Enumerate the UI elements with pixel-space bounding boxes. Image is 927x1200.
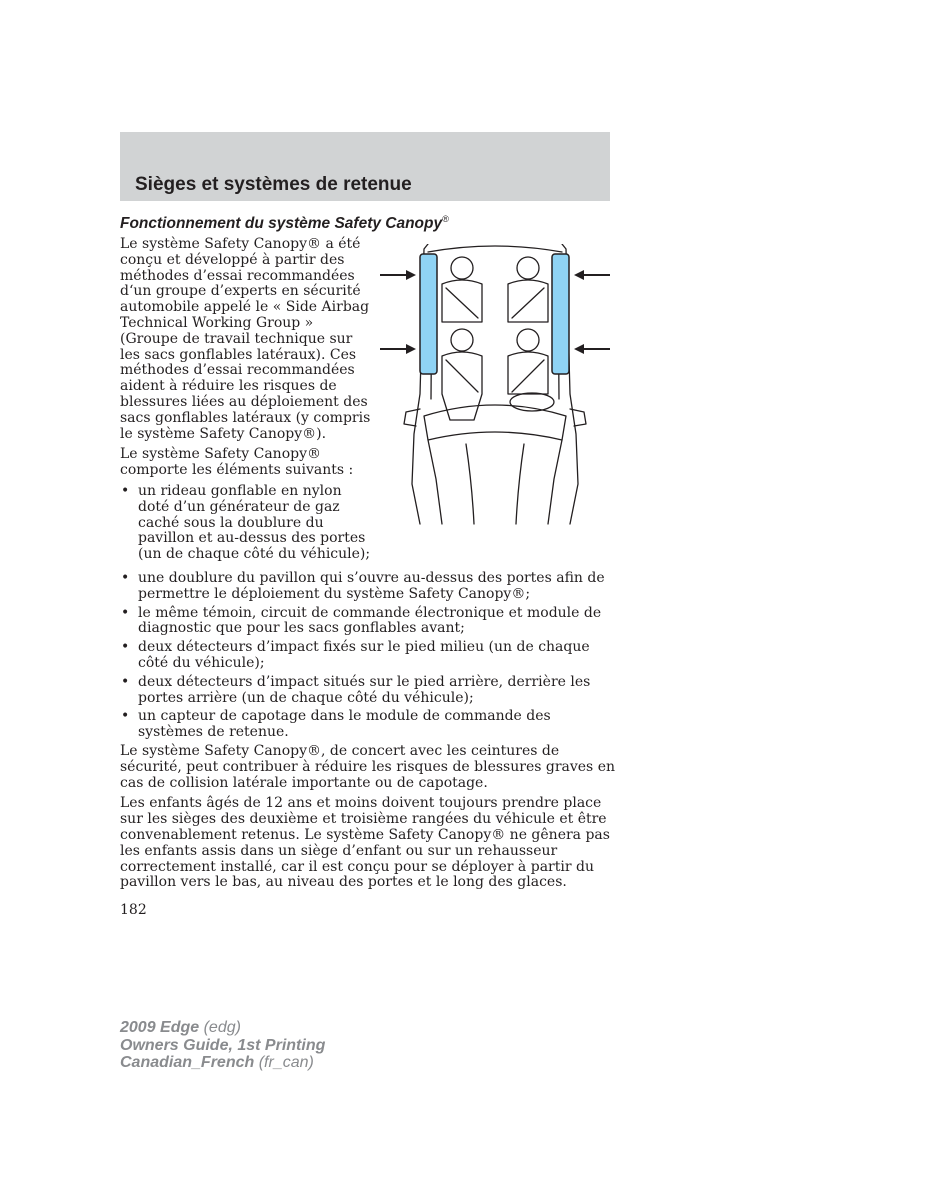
safety-canopy-vehicle-diagram	[376, 244, 616, 529]
bullet-icon: •	[121, 570, 130, 586]
intro-text-column	[120, 237, 375, 566]
intro-paragraph-1: Le système Safety Canopy® a été conçu et développé à partir des méthodes d’essai recommandées d‘un groupe d’experts en sécurité automobile appelé le « Side Airbag Technical Working Group » (Groupe de travail technique sur les sacs gonflables latéraux). Ces méthodes d’essai recommandées aident à réduire les risques de blessures liées au déploiement des sacs gonflables latéraux (y compris le système Safety Canopy®).	[120, 236, 371, 442]
list-item-text: deux détecteurs d’impact situés sur le pied arrière, derrière les portes arrière (un de chaque côté du véhicule);	[138, 673, 591, 706]
list-item	[120, 606, 615, 638]
list-item-text: le même témoin, circuit de commande électronique et module de diagnostic que pour les sacs gonflables avant;	[138, 604, 602, 637]
bullet-icon: •	[121, 673, 130, 690]
bullet-icon: •	[121, 708, 130, 725]
list-item	[120, 709, 615, 741]
bullet-icon: •	[121, 604, 130, 621]
hood-line-left	[466, 444, 474, 524]
footer-language: Canadian_French	[120, 1054, 255, 1071]
arrow-left-lower-icon	[380, 344, 416, 354]
list-item-text: une doublure du pavillon qui s’ouvre au-dessus des portes afin de permettre le déploiement du système Safety Canopy®;	[138, 570, 605, 602]
list-item-text: un rideau gonflable en nylon doté d’un générateur de gaz caché sous la doublure du pavillon et au-dessus des portes (un de chaque côté du véhicule);	[138, 482, 371, 563]
occupant-rear-right	[508, 257, 548, 322]
footer-line-3	[120, 1054, 325, 1072]
footer-line-1	[120, 1019, 325, 1037]
left-curtain-airbag	[420, 254, 437, 374]
hood-line-right	[516, 444, 524, 524]
subsection-title-text: Fonctionnement du système Safety Canopy	[120, 215, 443, 233]
arrow-right-lower-icon	[574, 344, 610, 354]
list-item-text: un capteur de capotage dans le module de commande des systèmes de retenue.	[138, 708, 551, 741]
list-item	[120, 640, 615, 672]
list-item-text: deux détecteurs d’impact fixés sur le pied milieu (un de chaque côté du véhicule);	[138, 639, 590, 671]
bullet-icon: •	[121, 639, 130, 656]
list-item	[120, 571, 615, 603]
registered-mark: ®	[442, 214, 449, 224]
footer-line-2	[120, 1037, 325, 1055]
section-title: Sièges et systèmes de retenue	[135, 174, 412, 195]
hood	[428, 440, 562, 524]
right-curtain-airbag	[552, 254, 569, 374]
arrow-left-upper-icon	[380, 270, 416, 280]
list-item	[120, 675, 615, 707]
occupant-rear-left	[442, 257, 482, 322]
footer-model-code: (edg)	[199, 1019, 241, 1036]
body-text-full-width	[120, 571, 615, 896]
footer-printing: Owners Guide, 1st Printing	[120, 1036, 326, 1054]
components-list	[120, 571, 615, 741]
page-number: 182	[120, 902, 147, 918]
occupant-front-right	[508, 329, 548, 394]
bullet-icon: •	[121, 482, 130, 499]
closing-paragraph-2: Les enfants âgés de 12 ans et moins doivent toujours prendre place sur les sièges des deuxième et troisième rangées du véhicule et être convenablement retenus. Le système Safety Canopy® ne gênera pas les enfants assis dans un siège d’enfant ou sur un rehausseur correctement installé, car il est conçu pour se déployer à partir du pavillon vers le bas, au niveau des portes et le long des glaces.	[120, 795, 610, 891]
rear-window-frame	[428, 246, 562, 252]
closing-paragraph-1: Le système Safety Canopy®, de concert avec les ceintures de sécurité, peut contribuer à réduire les risques de blessures graves en cas de collision latérale importante ou de capotage.	[120, 742, 615, 791]
components-list-top	[120, 484, 375, 563]
subsection-title	[120, 214, 449, 233]
intro-paragraph-2: Le système Safety Canopy® comporte les éléments suivants :	[120, 446, 354, 479]
windshield	[424, 405, 566, 440]
list-item	[120, 484, 375, 563]
print-footer	[120, 1019, 325, 1072]
arrow-right-upper-icon	[574, 270, 610, 280]
footer-model: 2009 Edge	[120, 1019, 200, 1036]
footer-language-code: (fr_can)	[254, 1054, 314, 1071]
